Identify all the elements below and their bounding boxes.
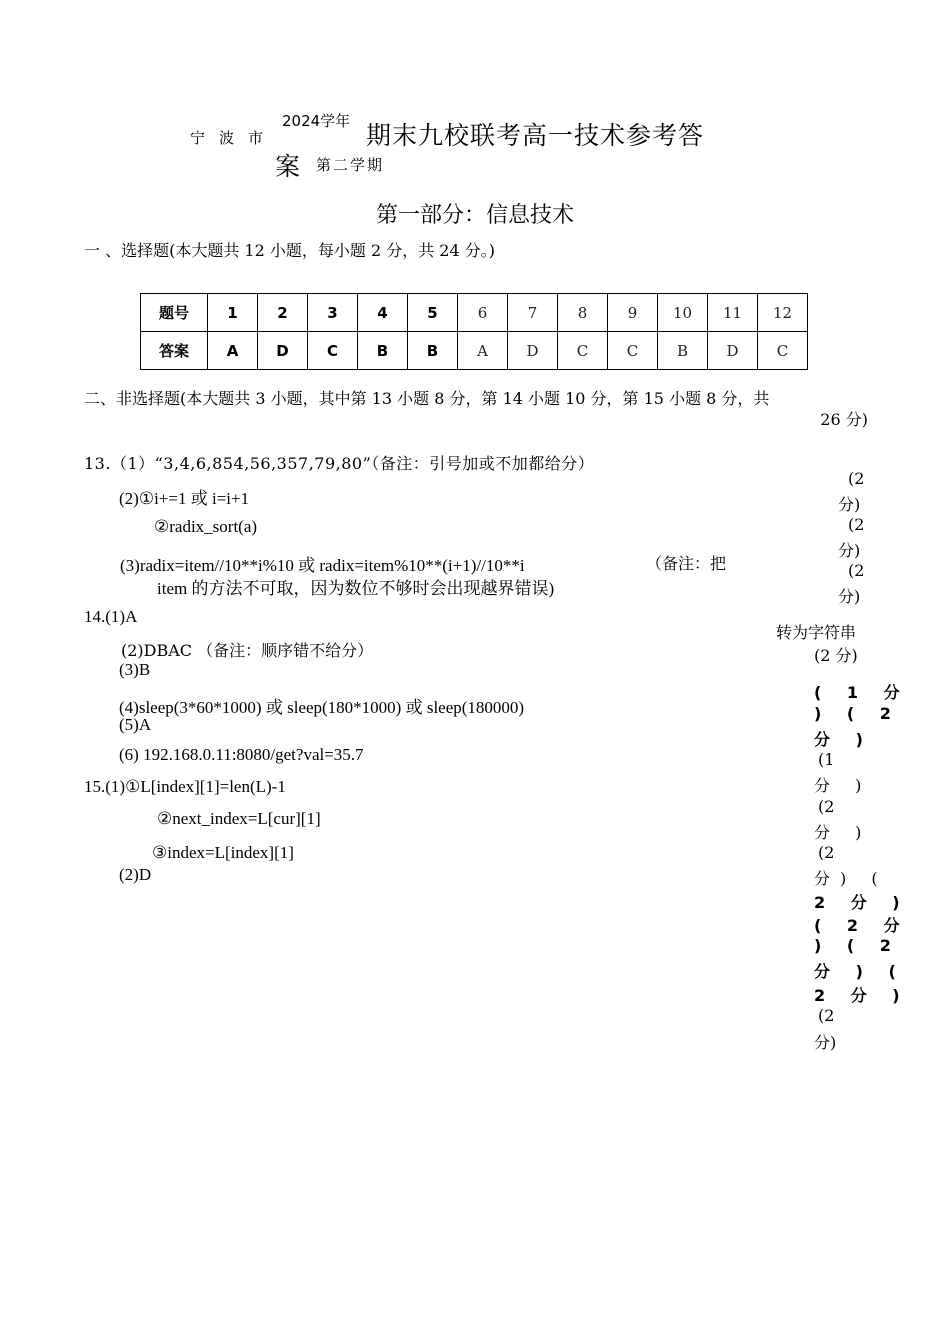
score-label: ) ( 2 <box>814 704 901 723</box>
q13-part2a: (2)①i+=1 或 i=i+1 <box>119 489 250 508</box>
score-label: ) ( 2 <box>814 936 901 955</box>
answer-table-number-row <box>141 294 808 332</box>
table-number-cell: 10 <box>658 294 708 332</box>
score-label: 分) <box>838 541 861 560</box>
score-label: (2 分) <box>814 646 858 665</box>
q13-part3-note: （备注：把 <box>646 554 727 573</box>
score-label: 2 分 ) <box>814 986 910 1005</box>
score-label: 分) <box>814 1033 837 1052</box>
q13-part1: 13.（1）“3,4,6,854,56,357,79,80”（备注：引号加或不加都给分） <box>84 454 595 473</box>
q15-part1c: ③index=L[index][1] <box>152 843 294 862</box>
score-label: 分) <box>838 587 861 606</box>
table-answer-cell: B <box>658 332 708 370</box>
table-number-cell: 2 <box>258 294 308 332</box>
score-label: 分 ) <box>814 823 872 842</box>
score-label: 分 ) <box>814 730 873 749</box>
table-number-cell: 5 <box>408 294 458 332</box>
q15-part1b: ②next_index=L[cur][1] <box>157 809 321 828</box>
q14-part5: (5)A <box>119 715 152 734</box>
title-main-cont: 案 <box>275 152 301 181</box>
q14-part2: (2)DBAC （备注：顺序错不给分） <box>121 641 374 660</box>
table-number-cell: 12 <box>758 294 808 332</box>
q13-part3-note-cont: 转为字符串 <box>776 623 857 642</box>
q13-part3a: (3)radix=item//10**i%10 或 radix=item%10**(i+1)//10**i <box>120 556 525 575</box>
table-number-cell: 7 <box>508 294 558 332</box>
q13-part3b: item 的方法不可取，因为数位不够时会出现越界错误) <box>157 579 555 598</box>
score-label: 2 分 ) <box>814 893 910 912</box>
table-number-cell: 8 <box>558 294 608 332</box>
title-year: 2024学年 <box>282 112 351 130</box>
part-heading: 第一部分：信息技术 <box>375 203 574 228</box>
score-label: (2 <box>818 797 835 816</box>
section1-heading: 一 、选择题(本大题共 12 小题，每小题 2 分，共 24 分。) <box>84 241 495 260</box>
section2-heading-cont: 26 分) <box>820 410 868 429</box>
table-answer-cell: C <box>558 332 608 370</box>
table-answer-cell: D <box>258 332 308 370</box>
table-number-cell: 9 <box>608 294 658 332</box>
score-label: (1 <box>818 750 835 769</box>
table-answer-cell: D <box>508 332 558 370</box>
score-label: 分) <box>838 495 861 514</box>
section2-heading: 二、非选择题(本大题共 3 小题，其中第 13 小题 8 分，第 14 小题 10 分，第 15 小题 8 分，共 <box>84 389 770 408</box>
score-label: (2 <box>848 469 865 488</box>
table-answer-cell: C <box>758 332 808 370</box>
score-label: 分) ( <box>814 869 888 888</box>
q15-part1a: 15.(1)①L[index][1]=len(L)-1 <box>84 777 286 796</box>
table-number-cell: 6 <box>458 294 508 332</box>
table-header-number: 题号 <box>141 294 208 332</box>
table-answer-cell: A <box>208 332 258 370</box>
score-label: (2 <box>848 561 865 580</box>
score-label: (2 <box>818 1006 835 1025</box>
score-label: (2 <box>848 515 865 534</box>
table-answer-cell: C <box>608 332 658 370</box>
q15-part2: (2)D <box>119 865 152 884</box>
table-answer-cell: A <box>458 332 508 370</box>
q14-part1: 14.(1)A <box>84 607 138 626</box>
table-answer-cell: C <box>308 332 358 370</box>
table-header-answer: 答案 <box>141 332 208 370</box>
table-answer-cell: B <box>408 332 458 370</box>
q14-part6: (6) 192.168.0.11:8080/get?val=35.7 <box>119 745 364 764</box>
score-label: 分 ) <box>814 776 872 795</box>
table-number-cell: 1 <box>208 294 258 332</box>
answer-table <box>140 293 808 370</box>
table-number-cell: 4 <box>358 294 408 332</box>
table-answer-cell: D <box>708 332 758 370</box>
q14-part4: (4)sleep(3*60*1000) 或 sleep(180*1000) 或 sleep(180000) <box>119 698 525 717</box>
q14-part3: (3)B <box>119 660 151 679</box>
title-main: 期末九校联考高一技术参考答 <box>366 121 705 150</box>
table-number-cell: 3 <box>308 294 358 332</box>
score-label: 分 ) ( <box>814 962 906 981</box>
title-city: 宁波市 <box>190 129 278 147</box>
score-label: ( 2 分 <box>814 916 910 935</box>
table-answer-cell: B <box>358 332 408 370</box>
table-number-cell: 11 <box>708 294 758 332</box>
q13-part2b: ②radix_sort(a) <box>154 517 258 536</box>
answer-table-answer-row <box>141 332 808 370</box>
title-semester: 第二学期 <box>316 156 385 174</box>
score-label: (2 <box>818 843 835 862</box>
score-label: ( 1 分 <box>814 683 910 702</box>
